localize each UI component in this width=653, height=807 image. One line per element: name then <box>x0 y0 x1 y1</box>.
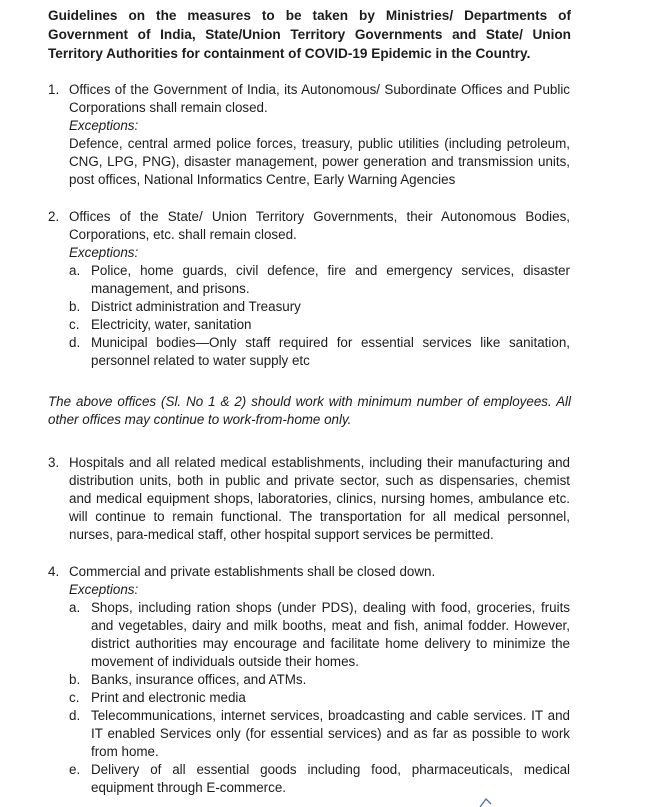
sub-item-text: Municipal bodies—Only staff required for essential services like sanitation, personnel related to water supply etc <box>91 335 570 368</box>
exceptions-label: Exceptions: <box>69 118 139 133</box>
sub-item <box>48 316 570 334</box>
sub-item-letter: b. <box>69 299 81 314</box>
item-number: 2. <box>48 209 60 224</box>
sub-item <box>48 707 570 761</box>
sub-item <box>48 599 570 671</box>
sub-item-letter: e. <box>69 762 81 777</box>
sub-item-letter: c. <box>69 690 80 705</box>
item-text: Commercial and private establishments shall be closed down. <box>69 564 436 579</box>
sub-item-text: Shops, including ration shops (under PDS), dealing with food, groceries, fruits and vegetables, dairy and milk booths, meat and fish, animal fodder. However, district authorities may encourage and facilitate home delivery to minimize the movement of individuals outside their homes. <box>91 600 570 669</box>
sub-item-text: Banks, insurance offices, and ATMs. <box>91 672 307 687</box>
guideline-item-2 <box>48 208 570 370</box>
sub-item <box>48 671 570 689</box>
exceptions-label: Exceptions: <box>69 582 139 597</box>
staffing-note: The above offices (Sl. No 1 & 2) should work with minimum number of employees. All other offices may continue to work-from-home only. <box>48 394 571 427</box>
sub-item <box>48 262 570 298</box>
item-number: 3. <box>48 455 60 470</box>
sub-item-letter: d. <box>69 708 81 723</box>
sub-item-letter: b. <box>69 672 81 687</box>
item-text: Hospitals and all related medical establishments, including their manufacturing and distribution units, both in public and private sector, such as dispensaries, chemist and medical equipment shops, laboratories, clinics, nursing homes, ambulance etc. will continue to remain functional. The transportation for all medical personnel, nurses, para-medical staff, other hospital support services be permitted. <box>69 455 570 542</box>
sub-item-letter: d. <box>69 335 81 350</box>
item-number: 4. <box>48 564 60 579</box>
document-title: Guidelines on the measures to be taken by Ministries/ Departments of Government of India, State/Union Territory Governments and State/ Union Territory Authorities for containment of COVID-19 Epidemic in the Country. <box>48 8 571 61</box>
sub-item-text: Print and electronic media <box>91 690 246 705</box>
exceptions-label: Exceptions: <box>69 245 139 260</box>
sub-item <box>48 298 570 316</box>
sub-item-letter: c. <box>69 317 80 332</box>
exceptions-text: Defence, central armed police forces, treasury, public utilities (including petroleum, CNG, LPG, PNG), disaster management, power generation and transmission units, post offices, National Informatics Centre, Early Warning Agencies <box>69 136 570 187</box>
sub-item-text: Electricity, water, sanitation <box>91 317 252 332</box>
sub-item <box>48 761 570 797</box>
scan-mark-icon <box>478 797 496 807</box>
sub-item-letter: a. <box>69 263 81 278</box>
sub-item <box>48 689 570 707</box>
item-text: Offices of the State/ Union Territory Governments, their Autonomous Bodies, Corporations, etc. shall remain closed. <box>69 209 570 242</box>
item-number: 1. <box>48 82 60 97</box>
guideline-item-1 <box>48 81 570 189</box>
guideline-item-4 <box>48 563 570 797</box>
sub-item-text: District administration and Treasury <box>91 299 301 314</box>
sub-item-letter: a. <box>69 600 81 615</box>
sub-item <box>48 334 570 370</box>
item-text: Offices of the Government of India, its Autonomous/ Subordinate Offices and Public Corporations shall remain closed. <box>69 82 570 115</box>
sub-item-text: Delivery of all essential goods including food, pharmaceuticals, medical equipment through E-commerce. <box>91 762 570 795</box>
sub-item-text: Police, home guards, civil defence, fire and emergency services, disaster management, and prisons. <box>91 263 570 296</box>
sub-item-text: Telecommunications, internet services, broadcasting and cable services. IT and IT enabled Services only (for essential services) and as far as possible to work from home. <box>91 708 570 759</box>
guideline-item-3 <box>48 454 570 544</box>
